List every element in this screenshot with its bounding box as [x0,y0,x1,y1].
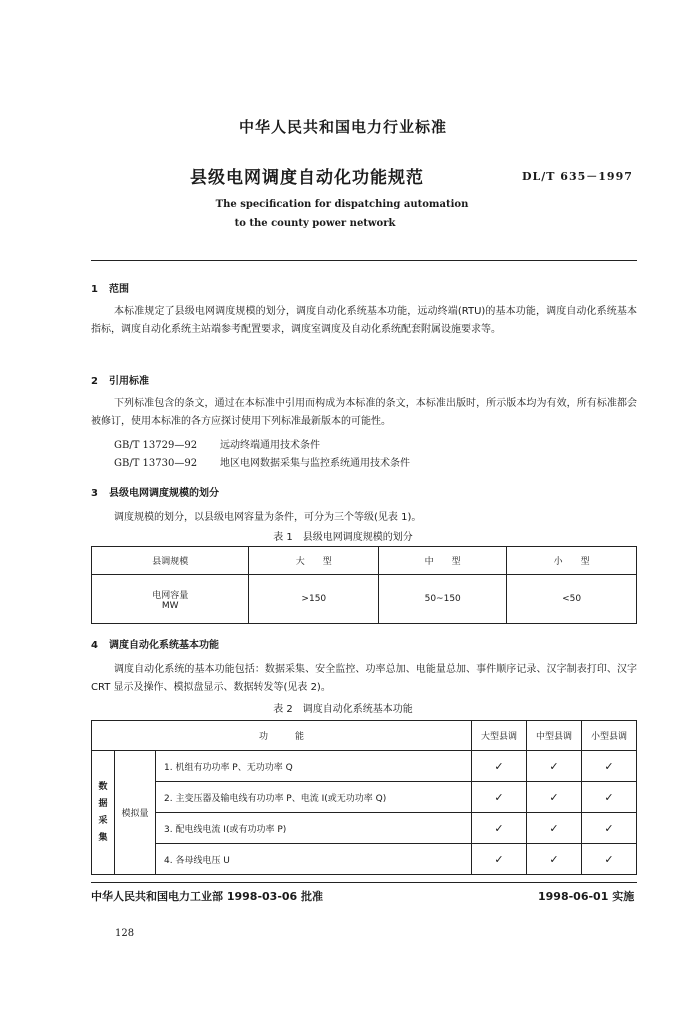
function-item: 2. 主变压器及输电线有功功率 P、电流 I(或无功功率 Q) [156,782,472,813]
section-number: 4 [91,640,98,651]
row-label-line: 电网容量 [152,590,189,601]
english-title-line2: to the county power network [234,218,396,229]
table-cell: >150 [249,575,379,624]
reference-item [114,454,410,469]
section-number: 2 [91,376,98,387]
paragraph: 调度自动化系统的基本功能包括：数据采集、安全监控、功率总加、电能量总加、事件顺序记录、汉字制表打印、汉字 CRT 显示及操作、模拟盘显示、数据转发等(见表 2)。 [91,664,637,693]
check-mark: ✓ [527,844,582,875]
document-title: 县级电网调度自动化功能规范 [190,168,424,188]
group-label [92,751,115,875]
check-mark: ✓ [582,751,637,782]
footer-divider [91,882,637,883]
paragraph: 本标准规定了县级电网调度规模的划分，调度自动化系统基本功能，远动终端(RTU)的基本功能，调度自动化系统基本指标，调度自动化系统主站端参考配置要求，调度室调度及自动化系统配套附属设施要求等。 [91,306,637,335]
function-item: 3. 配电线电流 I(或有功功率 P) [156,813,472,844]
check-mark: ✓ [527,751,582,782]
check-mark: ✓ [582,813,637,844]
section-4-heading [91,636,219,651]
check-mark: ✓ [527,782,582,813]
header-divider [91,260,637,261]
table-row [92,782,637,813]
row-label-unit: MW [161,600,179,611]
issuing-body: 中华人民共和国电力行业标准 [238,118,447,136]
header-cell: 大型县调 [472,721,527,751]
table-2-caption: 表 2 调度自动化系统基本功能 [273,704,413,715]
section-number: 3 [91,488,98,499]
table-cell: <50 [507,575,637,624]
reference-name: 地区电网数据采集与监控系统通用技术条件 [220,458,410,469]
standard-code: DL/T 635－1997 [522,170,633,183]
check-mark: ✓ [472,844,527,875]
reference-code: GB/T 13729—92 [114,440,198,451]
reference-item [114,436,320,451]
section-number: 1 [91,284,98,295]
reference-code: GB/T 13730—92 [114,458,198,469]
header-cell: 大 型 [249,547,379,575]
header-cell: 中 型 [379,547,507,575]
section-1-text [91,303,637,339]
section-4-text [91,661,637,697]
section-3-heading [91,484,219,499]
table-header-row [92,547,637,575]
table-cell: 50~150 [379,575,507,624]
paragraph: 调度规模的划分，以县级电网容量为条件，可分为三个等级(见表 1)。 [114,512,422,523]
section-title: 范围 [109,284,129,295]
table-row [92,844,637,875]
page-number: 128 [115,928,135,939]
reference-name: 远动终端通用技术条件 [220,440,320,451]
paragraph: 下列标准包含的条文，通过在本标准中引用而构成为本标准的条文，本标准出版时，所示版本均为有效，所有标准都会被修订，使用本标准的各方应探讨使用下列标准最新版本的可能性。 [91,398,637,427]
check-mark: ✓ [527,813,582,844]
section-title: 引用标准 [109,376,149,387]
function-item: 4. 各母线电压 U [156,844,472,875]
table-row [92,751,637,782]
section-2-heading [91,372,149,387]
english-title-line1: The specification for dispatching automation [215,199,469,210]
header-cell: 小 型 [507,547,637,575]
row-label [92,575,249,624]
table-1-caption: 表 1 县级电网调度规模的划分 [273,532,413,543]
header-cell: 县调规模 [92,547,249,575]
function-item: 1. 机组有功功率 P、无功功率 Q [156,751,472,782]
check-mark: ✓ [472,782,527,813]
implementation-date: 1998-06-01 实施 [538,890,635,903]
check-mark: ✓ [472,751,527,782]
table-row [92,575,637,624]
check-mark: ✓ [472,813,527,844]
check-mark: ✓ [582,844,637,875]
approval-note: 中华人民共和国电力工业部 1998-03-06 批准 [91,890,324,903]
table-header-row [92,721,637,751]
section-title: 县级电网调度规模的划分 [109,488,219,499]
group-label-text: 数据采集 [98,781,108,843]
table-row [92,813,637,844]
section-1-heading [91,280,129,295]
header-cell: 中型县调 [527,721,582,751]
header-cell: 小型县调 [582,721,637,751]
section-2-text [91,395,637,431]
table-2 [91,720,637,875]
section-title: 调度自动化系统基本功能 [109,640,219,651]
header-cell: 功 能 [92,721,472,751]
table-1 [91,546,637,624]
section-3-text [91,509,637,527]
subgroup-label: 模拟量 [115,751,156,875]
check-mark: ✓ [582,782,637,813]
